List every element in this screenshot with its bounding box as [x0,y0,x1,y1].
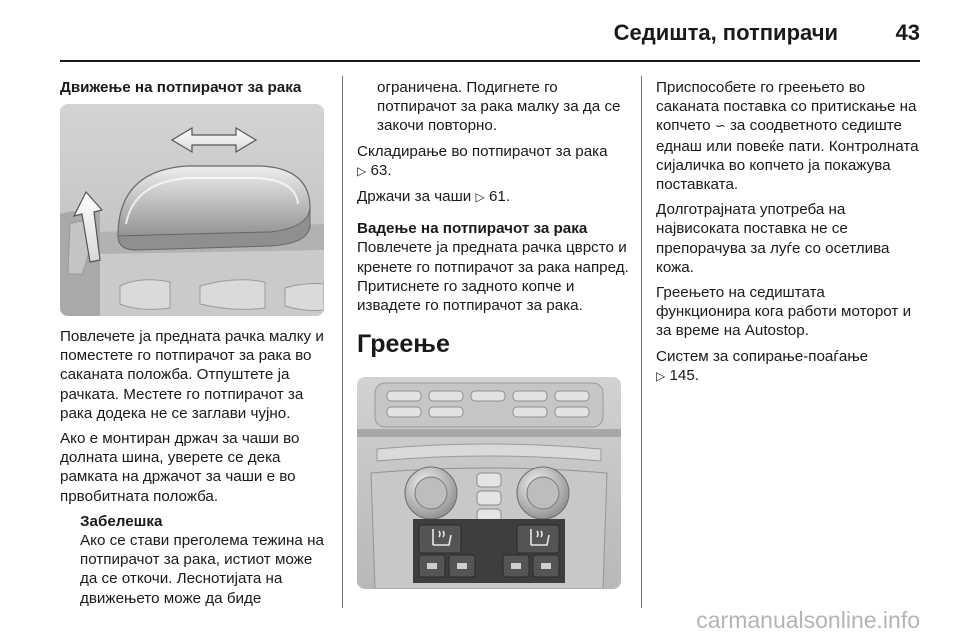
note-text-continued: ограничена. Подигнете го потпирачот за рака малку за да се закочи повторно. [377,79,621,135]
paragraph-storage-ref [357,142,629,181]
section-heading-armrest-move: Движење на потпирачот за рака [60,79,302,96]
page-number: 43 [895,20,920,45]
cupholder-ref-page[interactable]: 61. [488,188,511,206]
column-3 [656,78,920,392]
paragraph-heating-warning: Долготрајната употреба на највисоката поставка не се препорачува за луѓе со осетлива кожа. [656,201,890,276]
section-heading-armrest-remove: Вадење на потпирачот за рака [357,220,588,238]
header-rule [60,60,920,62]
paragraph-heating-adjust [656,78,920,194]
section-heading-heating: Греење [357,330,450,359]
stop-start-ref-text: Систем за сопирање-поаѓање [656,347,869,365]
column-1-body [60,327,328,608]
paragraph-armrest-move: Повлечете ја предната рачка малку и поместете го потпирачот за рака во саканата положба. Отпуштете ја рачката. Местете го потпирачот за рака додека не се заглави чујно. [60,328,324,422]
paragraph-heating-autostop: Греењето на седиштата функционира кога работи моторот и за време на Autostop. [656,284,912,340]
paragraph-stop-start-ref [656,347,920,386]
column-divider-1 [342,76,343,608]
stop-start-ref-page[interactable]: 145. [669,366,700,384]
heating-adjust-text-a: Приспособете го греењето во саканата поставка со притискање на копчето [656,79,917,135]
triangle-right-icon: ▷ [656,368,666,383]
note-text: Ако се стави преголема тежина на потпирачот за рака, истиот може да се откочи. Леснотијата на движењето може да биде [80,532,324,607]
cupholder-ref-text: Држачи за чаши [357,188,472,206]
armrest-illustration [60,104,324,316]
column-1 [60,78,328,97]
triangle-right-icon: ▷ [475,190,485,205]
storage-ref-page[interactable]: 63. [370,161,392,179]
paragraph-armrest-remove: Повлечете ја предната рачка цврсто и кренете го потпирачот за рака напред. Притиснете го задното копче и извадете го потпирачот за рака. [357,239,629,315]
storage-ref-text: Складирање во потпирачот за рака [357,142,608,160]
column-divider-2 [641,76,642,608]
heated-seat-icon: ∽ [714,119,726,135]
column-2 [357,78,629,375]
triangle-right-icon: ▷ [357,163,367,178]
note-box [60,512,328,608]
heating-adjust-text-b: за соодветното седиште еднаш или повеќе пати. Контролната сијаличка во копчето ја покажува поставката. [656,117,919,194]
paragraph-cupholder-ref [357,187,629,207]
heated-seat-controls-illustration [357,377,621,589]
note-title: Забелешка [80,512,163,530]
running-header-title: Седишта, потпирачи [613,20,838,45]
paragraph-cupholder-frame: Ако е монтиран држач за чаши во долната шина, уверете се дека рамката на држачот за чаши е во првобитната положба. [60,430,300,505]
watermark-text: carmanualsonline.info [696,607,920,633]
